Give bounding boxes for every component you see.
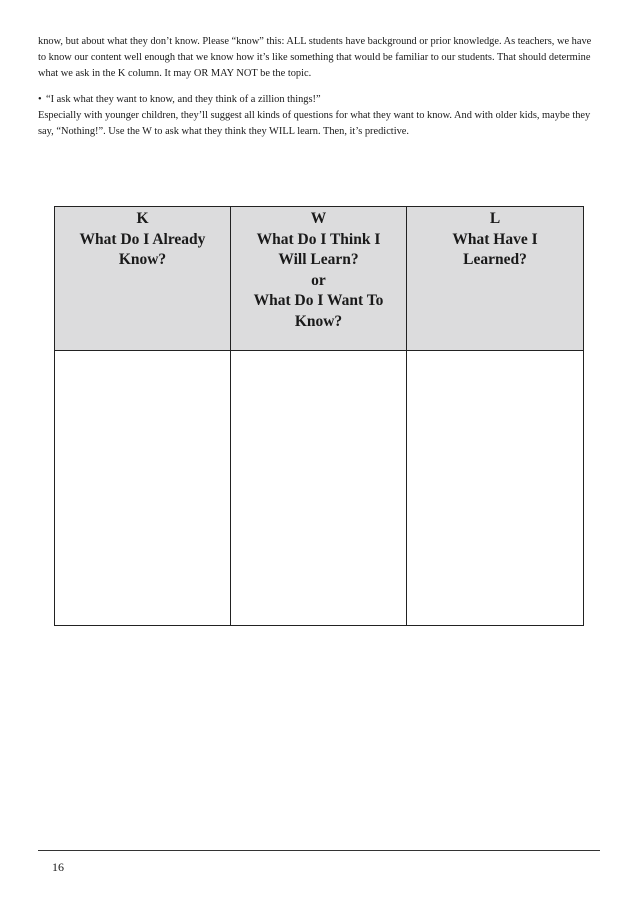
column-letter: W (310, 210, 327, 227)
kwl-chart (54, 206, 584, 626)
footer-divider (38, 850, 600, 851)
column-heading-line: What Do I Already (79, 230, 206, 248)
bullet-paragraph (38, 92, 600, 141)
page-number: 16 (52, 860, 64, 874)
bullet-quote: “I ask what they want to know, and they think of a zillion things!” (46, 93, 321, 105)
column-heading-line: What Do I Think I (256, 230, 381, 248)
bullet-quote-line (38, 92, 600, 108)
kwl-header-row (55, 207, 584, 351)
kwl-header-k (55, 207, 231, 351)
kwl-cell-w (231, 351, 407, 626)
bullet-icon: • (38, 93, 42, 105)
kwl-cell-l (407, 351, 584, 626)
body-text (38, 34, 600, 140)
column-heading-line: Know? (294, 312, 343, 330)
column-letter: L (489, 210, 501, 227)
followup-paragraph: Especially with younger children, they’ll suggest all kinds of questions for what they want to know. And with older kids, maybe they say, “Nothing!”. Use the W to ask what they think they WILL learn. Then, it’s predictive. (38, 109, 591, 138)
column-heading-line: What Do I Want To (253, 292, 384, 309)
column-heading-line: Will Learn? (278, 251, 359, 268)
kwl-header-l (407, 207, 584, 351)
column-heading-line: What Have I (452, 230, 538, 248)
intro-paragraph: know, but about what they don’t know. Please “know” this: ALL students have background or prior knowledge. As teachers, we have to know our content well enough that we know how it’s like something that would be familiar to our students. That should determine what we ask in the K column. It may OR MAY NOT be the topic. (38, 36, 592, 80)
column-heading-line: or (311, 271, 326, 289)
column-letter: K (136, 210, 149, 227)
kwl-header-w (231, 207, 407, 351)
column-heading-line: Learned? (463, 251, 527, 268)
kwl-cell-k (55, 351, 231, 626)
kwl-body-row (55, 351, 584, 626)
column-heading-line: Know? (118, 251, 167, 268)
